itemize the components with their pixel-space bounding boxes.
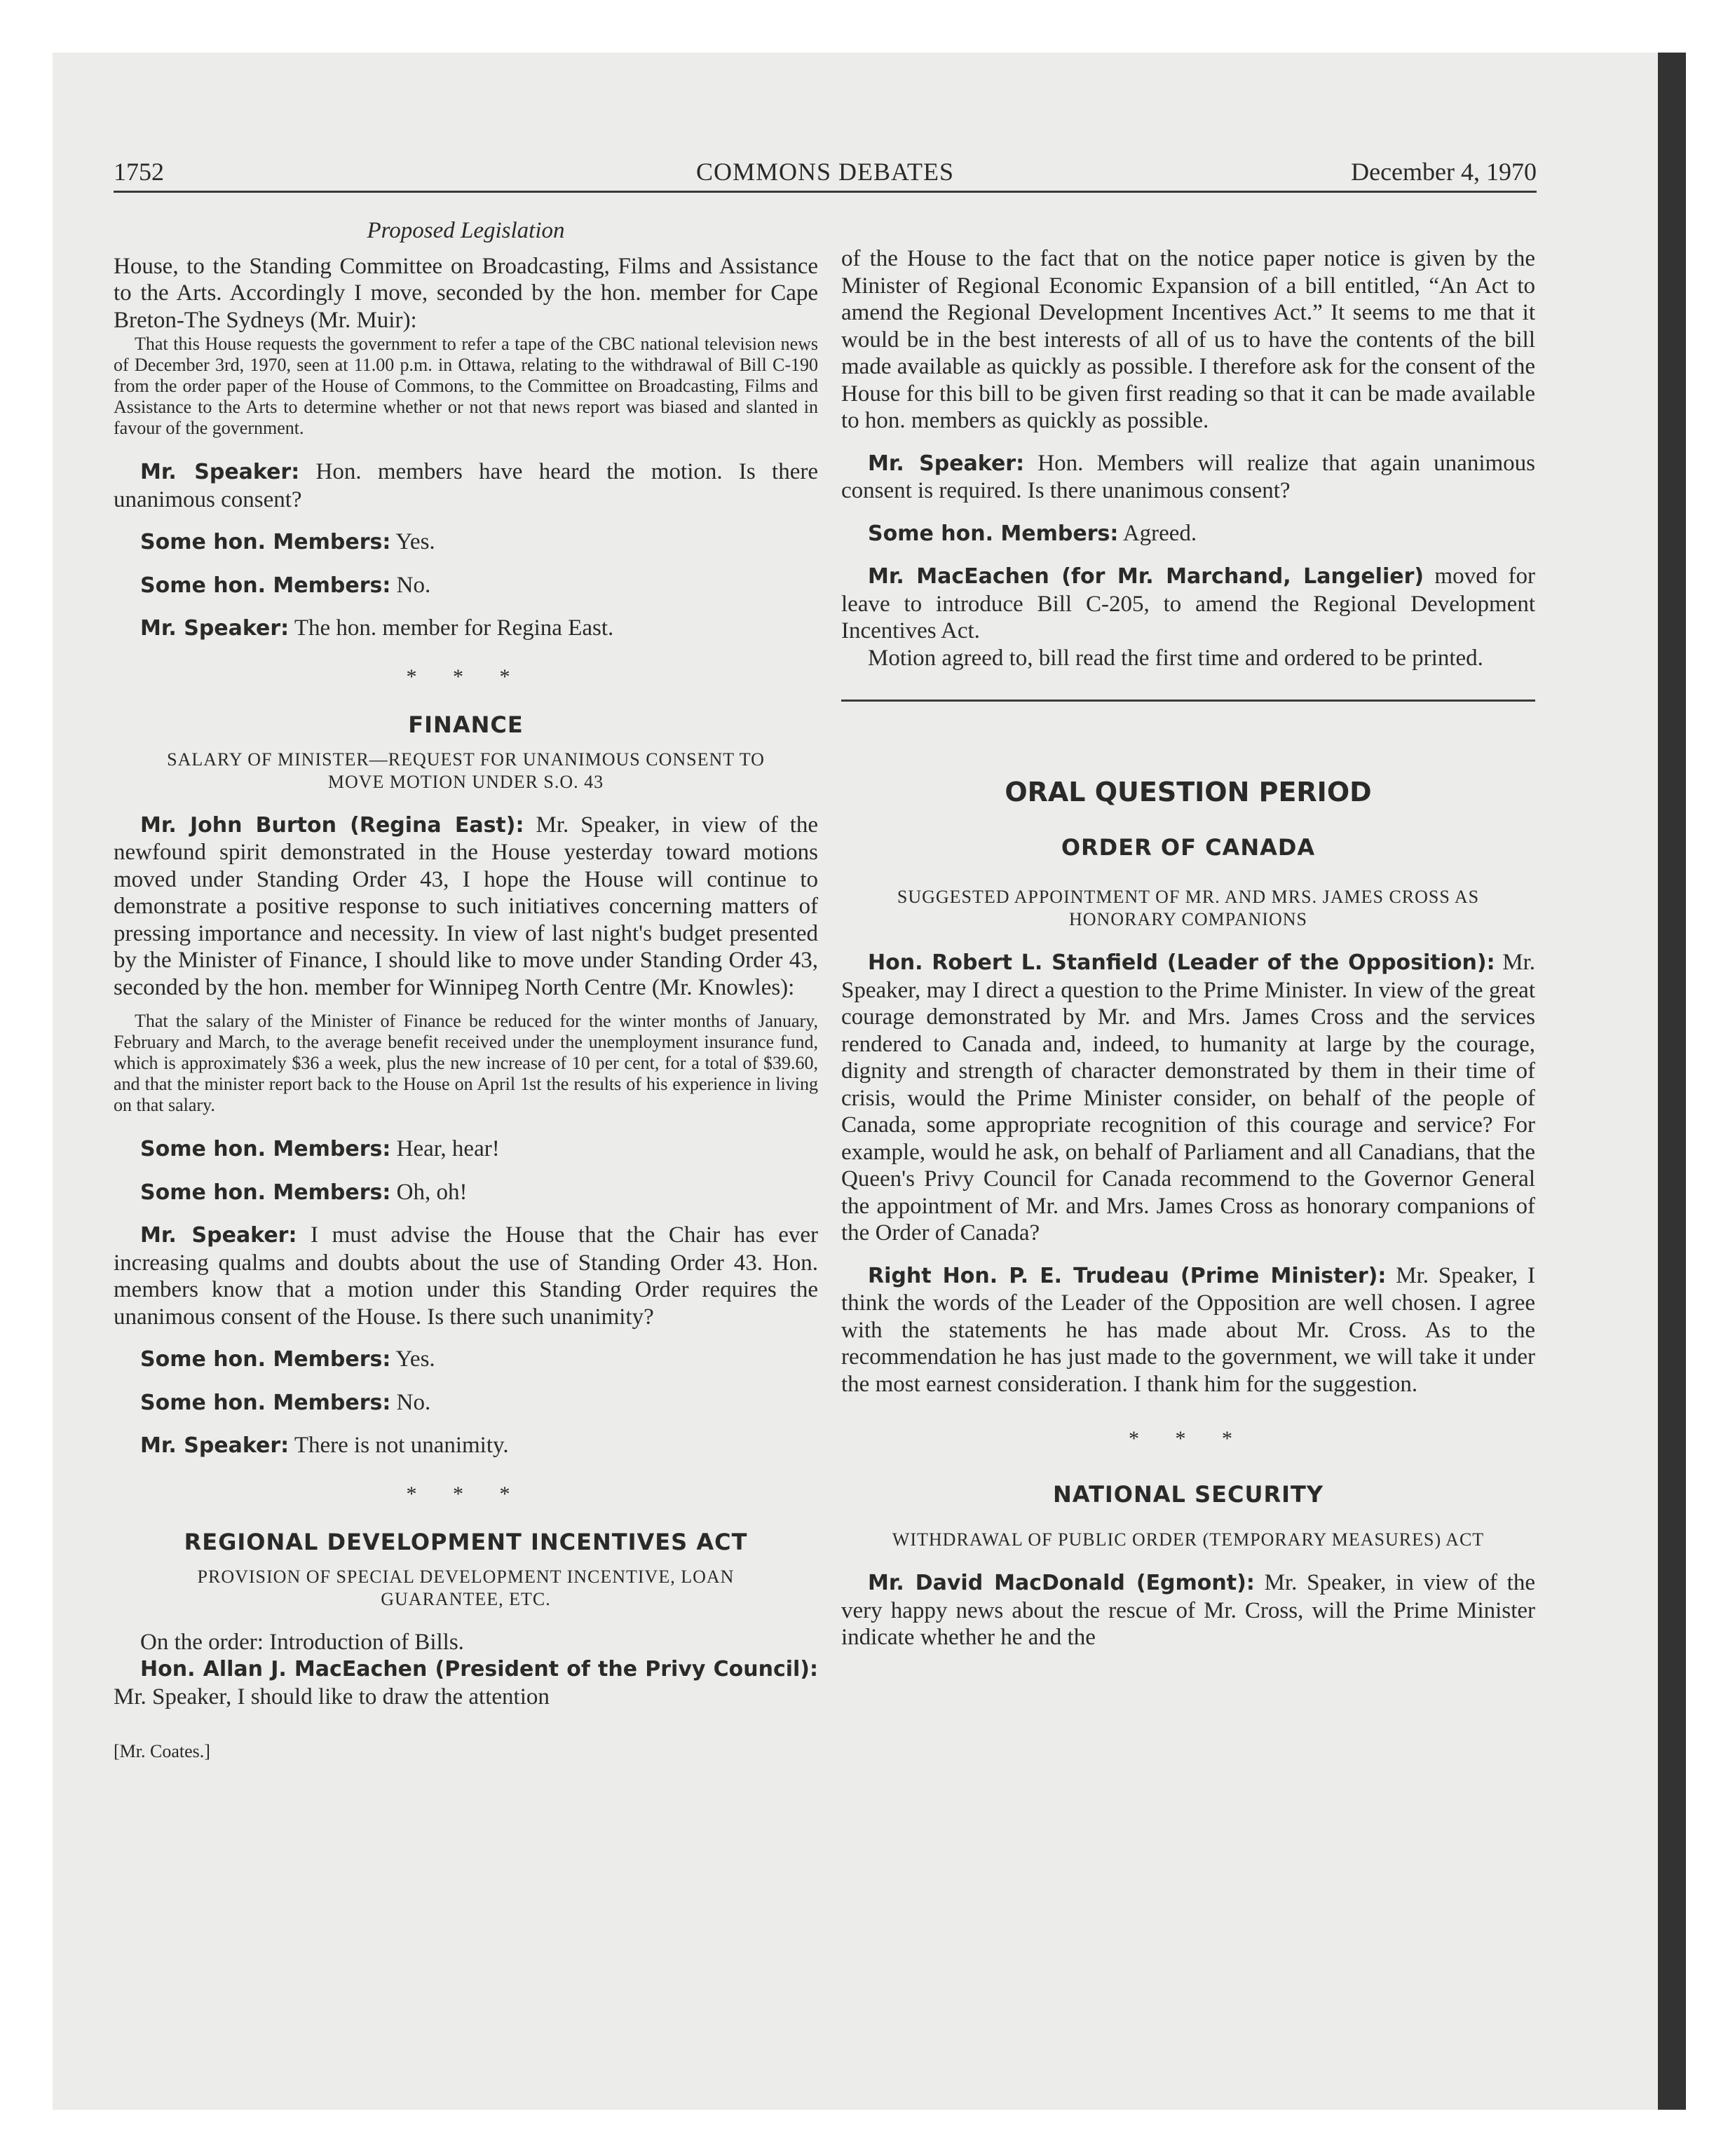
section-subheading: PROVISION OF SPECIAL DEVELOPMENT INCENTIVE, LOAN GUARANTEE, ETC. [197,1566,735,1609]
motion-quote: That the salary of the Minister of Finance be reduced for the winter months of January, February and March, to the average benefit received under the unemployment insurance fund, which is approximately $36 a week, plus the new increase of 10 per cent, for a total of $39.60, and that the minister report back to the House on April 1st the results of his experience in living on that salary. [114,1011,818,1115]
speaker-name: Mr. David MacDonald (Egmont): [868,1571,1255,1595]
left-column [114,217,818,1766]
speaker-name: Hon. Allan J. MacEachen (President of the Privy Council): [140,1657,818,1681]
speech: Some hon. Members: Yes. [140,1346,435,1372]
speech: Some hon. Members: Yes. [140,529,435,554]
speech: Some hon. Members: Oh, oh! [140,1179,468,1205]
speaker-name: Some hon. Members: [140,1347,391,1372]
speaker-name: Some hon. Members: [140,1180,391,1205]
speech: Hon. Allan J. MacEachen (President of the Privy Council): Mr. Speaker, I should like to draw the attention [114,1657,818,1710]
speaker-name: Mr. John Burton (Regina East): [140,812,524,838]
speaker-name: Hon. Robert L. Stanfield (Leader of the Opposition): [868,950,1495,975]
speech: Some hon. Members: No. [140,1389,431,1415]
speaker-name: Mr. Speaker: [140,1223,297,1248]
speech: Hon. Robert L. Stanfield (Leader of the Opposition): Mr. Speaker, may I direct a question to the Prime Minister. In view of the great courage demonstrated by Mr. and Mrs. James Cross and the services rendered to Canada and, indeed, to humanity at large by the courage, dignity and strength of character demonstrated by them in their time of crisis, would the Prime Minister consider, on behalf of the people of Canada, some appropriate recognition of this courage and service? For example, would he ask, on behalf of Parliament and all Canadians, that the Queen's Privy Council for Canada recommend to the Governor General the appointment of Mr. and Mrs. James Cross as honorary companions of the Order of Canada? [841,950,1535,1246]
scan-edge-shadow [1658,53,1686,2110]
section-subheading: SALARY OF MINISTER—REQUEST FOR UNANIMOUS CONSENT TO MOVE MOTION UNDER S.O. 43 [167,749,765,792]
speech: Some hon. Members: Hear, hear! [140,1136,500,1161]
section-subheading: SUGGESTED APPOINTMENT OF MR. AND MRS. JAMES CROSS AS HONORARY COMPANIONS [897,887,1480,929]
speaker-name: Mr. Speaker: [140,1433,290,1458]
right-column [841,245,1535,1667]
section-divider: * * * [1129,1427,1248,1450]
publication-title: COMMONS DEBATES [695,158,955,186]
paragraph: of the House to the fact that on the notice paper notice is given by the Minister of Regional Economic Expansion of a bill entitled, “An Act to amend the Regional Development Incentives Act.” It seems to me that it would be in the best interests of all of us to have the contents of the bill made available as quickly as possible. I therefore ask for the consent of the House for this bill to be given first reading so that it can be made available to hon. members as quickly as possible. [841,246,1535,433]
speech: Mr. MacEachen (for Mr. Marchand, Langelier) moved for leave to introduce Bill C-205, to amend the Regional Development Incentives Act. [841,564,1536,643]
section-subheading: WITHDRAWAL OF PUBLIC ORDER (TEMPORARY MEASURES) ACT [892,1529,1485,1550]
speech: Mr. John Burton (Regina East): Mr. Speaker, in view of the newfound spirit demonstrated in the House yesterday toward motions moved under Standing Order 43, I hope the House will continue to demonstrate a positive response to such initiatives concerning matters of pressing importance and necessity. In view of last night's budget presented by the Minister of Finance, I should like to move under Standing Order 43, seconded by the hon. member for Winnipeg North Centre (Mr. Knowles): [114,812,819,1000]
motion-quote: That this House requests the government to refer a tape of the CBC national television news of December 3rd, 1970, seen at 11.00 p.m. in Ottawa, relating to the withdrawal of Bill C-190 from the order paper of the House of Commons, to the Committee on Broadcasting, Films and Assistance to the Arts to determine whether or not that news report was biased and slanted in favour of the government. [114,334,818,438]
section-rule [841,700,1535,702]
section-heading: REGIONAL DEVELOPMENT INCENTIVES ACT [184,1529,748,1555]
speaker-name: Mr. Speaker: [140,460,300,484]
speech: Mr. Speaker: There is not unanimity. [140,1433,509,1458]
speech: Some hon. Members: Agreed. [868,520,1197,546]
section-heading: NATIONAL SECURITY [1053,1480,1324,1508]
speaker-name: Mr. Speaker: [140,616,290,641]
footnote: [Mr. Coates.] [114,1741,210,1761]
section-heading: ORDER OF CANADA [1061,833,1316,861]
speaker-name: Some hon. Members: [868,521,1119,546]
speaker-name: Some hon. Members: [140,573,391,598]
speaker-name: Mr. MacEachen (for Mr. Marchand, Langelier) [868,564,1424,589]
section-heading: ORAL QUESTION PERIOD [1005,777,1372,807]
section-heading: FINANCE [408,711,524,738]
speech: Mr. Speaker: The hon. member for Regina East. [140,615,614,641]
speaker-name: Some hon. Members: [140,530,391,554]
speech: Some hon. Members: No. [140,572,431,598]
speaker-name: Some hon. Members: [140,1137,391,1161]
order-of-business: On the order: Introduction of Bills. [140,1629,464,1655]
speaker-name: Mr. Speaker: [868,451,1025,476]
page-header [114,156,1537,193]
paragraph: Motion agreed to, bill read the first time and ordered to be printed. [868,645,1483,671]
section-divider: * * * [406,1482,526,1506]
speech: Right Hon. P. E. Trudeau (Prime Minister): Mr. Speaker, I think the words of the Leader of the Opposition are well chosen. I agree with the statements he has made about Mr. Cross. As to the recommendation he has just made to the government, we will take it under the most earnest consideration. I thank him for the suggestion. [841,1262,1535,1397]
speech: Mr. Speaker: Hon. members have heard the motion. Is there unanimous consent? [114,459,819,512]
paragraph: House, to the Standing Committee on Broadcasting, Films and Assistance to the Arts. Accordingly I move, seconded by the hon. member for Cape Breton-The Sydneys (Mr. Muir): [114,253,818,333]
page-number: 1752 [114,158,164,186]
publication-date: December 4, 1970 [1351,158,1537,186]
section-divider: * * * [406,664,526,688]
speech: Mr. Speaker: Hon. Members will realize that again unanimous consent is required. Is there unanimous consent? [841,450,1536,503]
speaker-name: Right Hon. P. E. Trudeau (Prime Minister): [868,1263,1387,1288]
speech: Mr. Speaker: I must advise the House that the Chair has ever increasing qualms and doubts about the use of Standing Order 43. Hon. members know that a motion under this Standing Order requires the unanimous consent of the House. Is there such unanimity? [114,1222,819,1330]
speaker-name: Some hon. Members: [140,1390,391,1415]
speech: Mr. David MacDonald (Egmont): Mr. Speaker, in view of the very happy news about the rescue of Mr. Cross, will the Prime Minister indicate whether he and the [841,1570,1535,1650]
section-running-head: Proposed Legislation [367,218,565,243]
